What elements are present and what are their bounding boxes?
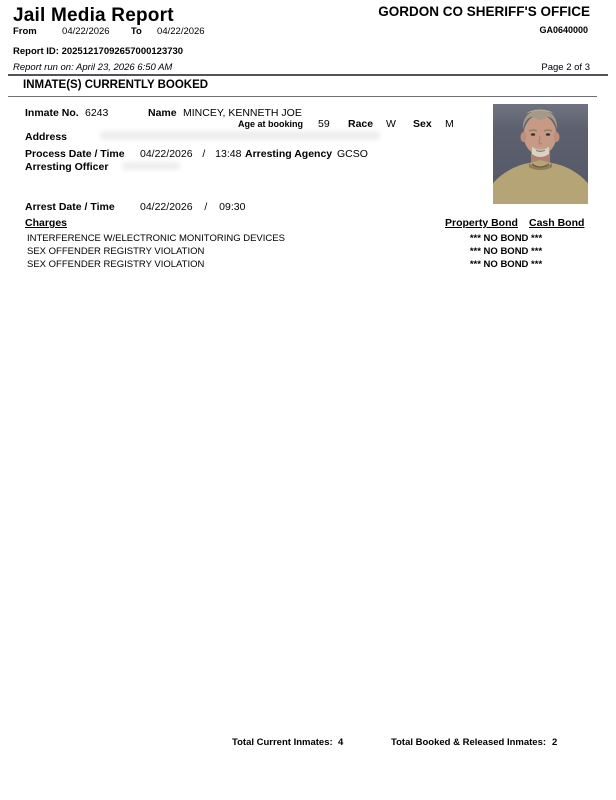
cash-bond-column-header: Cash Bond xyxy=(529,217,585,229)
section-bottom-rule xyxy=(8,96,597,97)
report-title: Jail Media Report xyxy=(13,5,174,26)
inmate-photo xyxy=(493,104,588,204)
sex-label: Sex xyxy=(413,118,432,130)
top-rule xyxy=(8,74,608,76)
age-at-booking-label: Age at booking xyxy=(238,119,303,129)
charge-row-bond: *** NO BOND *** xyxy=(469,233,543,244)
arresting-agency-value: GCSO xyxy=(337,148,368,160)
page-number: Page 2 of 3 xyxy=(541,62,590,73)
office-name: GORDON CO SHERIFF'S OFFICE xyxy=(378,4,590,19)
charges-column-header: Charges xyxy=(25,217,68,229)
report-id-value: 20251217092657000123730 xyxy=(61,46,184,57)
arrest-datetime-value xyxy=(140,201,245,213)
arrest-date: 04/22/2026 xyxy=(140,201,193,213)
total-current-inmates-label: Total Current Inmates: xyxy=(232,737,333,748)
name-value: MINCEY, KENNETH JOE xyxy=(183,107,302,119)
charge-row-text: SEX OFFENDER REGISTRY VIOLATION xyxy=(27,246,205,257)
charge-row-text: SEX OFFENDER REGISTRY VIOLATION xyxy=(27,259,205,270)
run-on-value: April 23, 2026 6:50 AM xyxy=(76,62,173,73)
process-date: 04/22/2026 xyxy=(140,148,193,160)
total-booked-released-label: Total Booked & Released Inmates: xyxy=(391,737,547,748)
arrest-time: 09:30 xyxy=(219,201,246,213)
from-label: From xyxy=(13,26,37,37)
to-label: To xyxy=(130,26,142,37)
charge-row-text: INTERFERENCE W/ELECTRONIC MONITORING DEVICES xyxy=(27,233,285,244)
property-bond-column-header: Property Bond xyxy=(445,217,518,229)
arresting-officer-label: Arresting Officer xyxy=(25,161,109,173)
process-datetime-label: Process Date / Time xyxy=(25,148,125,160)
from-date-value: 04/22/2026 xyxy=(62,26,110,37)
process-separator: / xyxy=(202,148,206,160)
charge-row-bond: *** NO BOND *** xyxy=(469,246,543,257)
mugshot-image xyxy=(493,104,588,204)
arrest-separator: / xyxy=(204,201,208,213)
officer-redacted-smudge xyxy=(122,162,180,170)
inmate-no-value: 6243 xyxy=(85,107,109,119)
run-on-label: Report run on: xyxy=(13,62,74,73)
arresting-agency-label: Arresting Agency xyxy=(245,148,333,160)
report-id-label: Report ID: xyxy=(13,46,59,57)
to-date-value: 04/22/2026 xyxy=(157,26,205,37)
inmate-no-label: Inmate No. xyxy=(25,107,79,119)
age-value: 59 xyxy=(318,118,330,130)
charge-row-bond: *** NO BOND *** xyxy=(469,259,543,270)
report-id-row xyxy=(13,46,183,57)
sex-value: M xyxy=(445,118,454,130)
date-range-row xyxy=(13,26,205,37)
race-label: Race xyxy=(348,118,374,130)
report-run-on-row xyxy=(13,62,172,73)
name-label: Name xyxy=(148,107,177,119)
process-datetime-value xyxy=(140,148,241,160)
address-label: Address xyxy=(25,131,68,143)
address-redacted-smudge xyxy=(100,131,380,140)
arrest-datetime-label: Arrest Date / Time xyxy=(25,201,115,213)
race-value: W xyxy=(386,118,396,130)
process-time: 13:48 xyxy=(215,148,242,160)
section-heading: INMATE(S) CURRENTLY BOOKED xyxy=(23,79,209,91)
office-code: GA0640000 xyxy=(539,25,588,35)
total-booked-released-value: 2 xyxy=(552,737,558,748)
total-current-inmates-value: 4 xyxy=(338,737,344,748)
